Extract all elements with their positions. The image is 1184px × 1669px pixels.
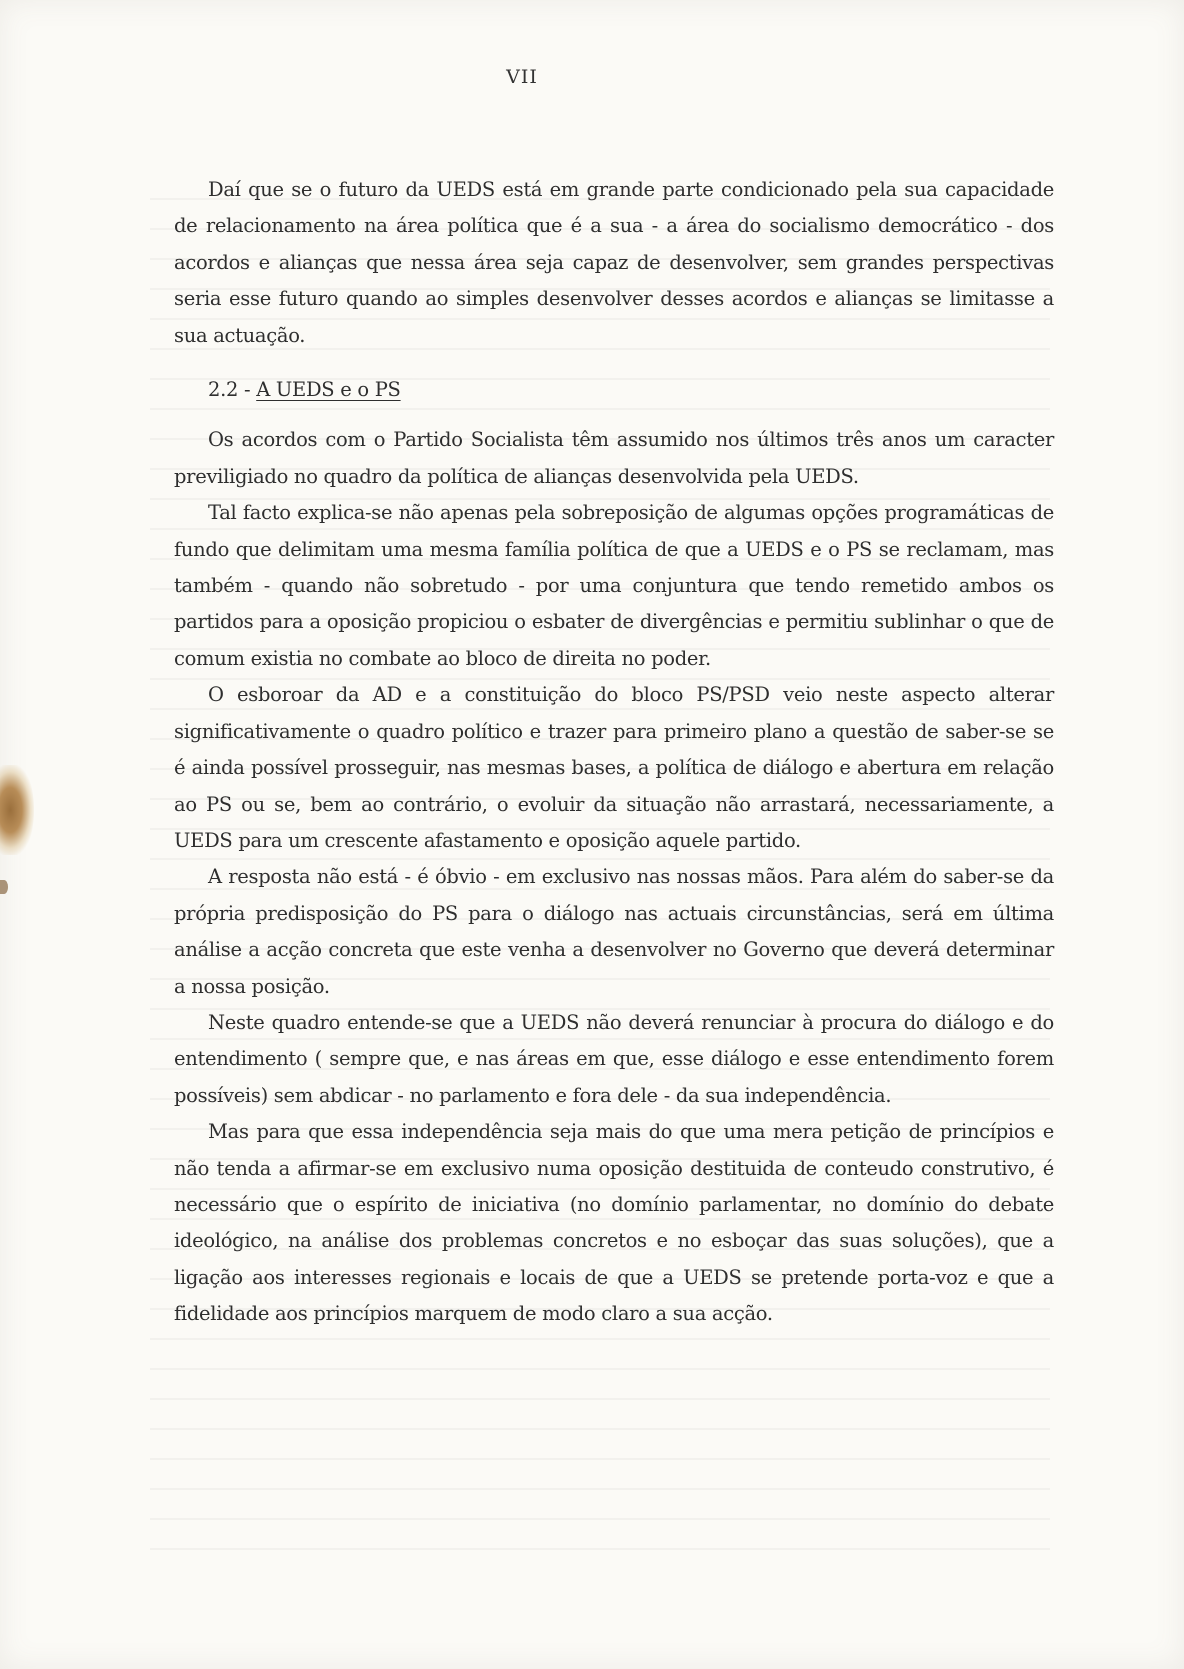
document-body	[174, 172, 1054, 1333]
paper-stain-small	[0, 880, 8, 894]
paragraph: Neste quadro entende-se que a UEDS não deverá renunciar à procura do diálogo e do entendimento ( sempre que, e nas áreas em que, esse diálogo e esse entendimento forem possíveis) sem abdicar - no parlamento e fora dele - da sua independência.	[174, 1010, 1054, 1107]
paragraph: O esboroar da AD e a constituição do bloco PS/PSD veio neste aspecto alterar significativamente o quadro político e trazer para primeiro plano a questão de saber-se se é ainda possível prosseguir, nas mesmas bases, a política de diálogo e abertura em relação ao PS ou se, bem ao contrário, o evoluir da situação não arrastará, necessariamente, a UEDS para um crescente afastamento e oposição aquele partido.	[174, 683, 1054, 852]
paragraph: A resposta não está - é óbvio - em exclusivo nas nossas mãos. Para além do saber-se da própria predisposição do PS para o diálogo nas actuais circunstâncias, será em última análise a acção concreta que este venha a desenvolver no Governo que deverá determinar a nossa posição.	[174, 865, 1054, 998]
section-number: 2.2 -	[208, 378, 257, 402]
section-title: A UEDS e o PS	[256, 378, 401, 402]
paragraph: Tal facto explica-se não apenas pela sobreposição de algumas opções programáticas de fundo que delimitam uma mesma família política de que a UEDS e o PS se reclamam, mas também - quando não sobretudo - por uma conjuntura que tendo remetido ambos os partidos para a oposição propiciou o esbater de divergências e permitiu sublinhar o que de comum existia no combate ao bloco de direita no poder.	[174, 501, 1054, 670]
paragraph-intro: Daí que se o futuro da UEDS está em grande parte condicionado pela sua capacidade de relacionamento na área política que é a sua - a área do socialismo democrático - dos acordos e alianças que nessa área seja capaz de desenvolver, sem grandes perspectivas seria esse futuro quando ao simples desenvolver desses acordos e alianças se limitasse a sua actuação.	[174, 178, 1054, 347]
section-heading	[174, 372, 1054, 408]
page-number: VII	[506, 66, 538, 88]
paragraph: Os acordos com o Partido Socialista têm assumido nos últimos três anos um caracter previligiado no quadro da política de alianças desenvolvida pela UEDS.	[174, 428, 1054, 488]
paper-stain	[0, 765, 34, 855]
paragraph: Mas para que essa independência seja mais do que uma mera petição de princípios e não tenda a afirmar-se em exclusivo numa oposição destituida de conteudo construtivo, é necessário que o espírito de iniciativa (no domínio parlamentar, no domínio do debate ideológico, na análise dos problemas concretos e no esboçar das suas soluções), que a ligação aos interesses regionais e locais de que a UEDS se pretende porta-voz e que a fidelidade aos princípios marquem de modo claro a sua acção.	[174, 1120, 1054, 1326]
